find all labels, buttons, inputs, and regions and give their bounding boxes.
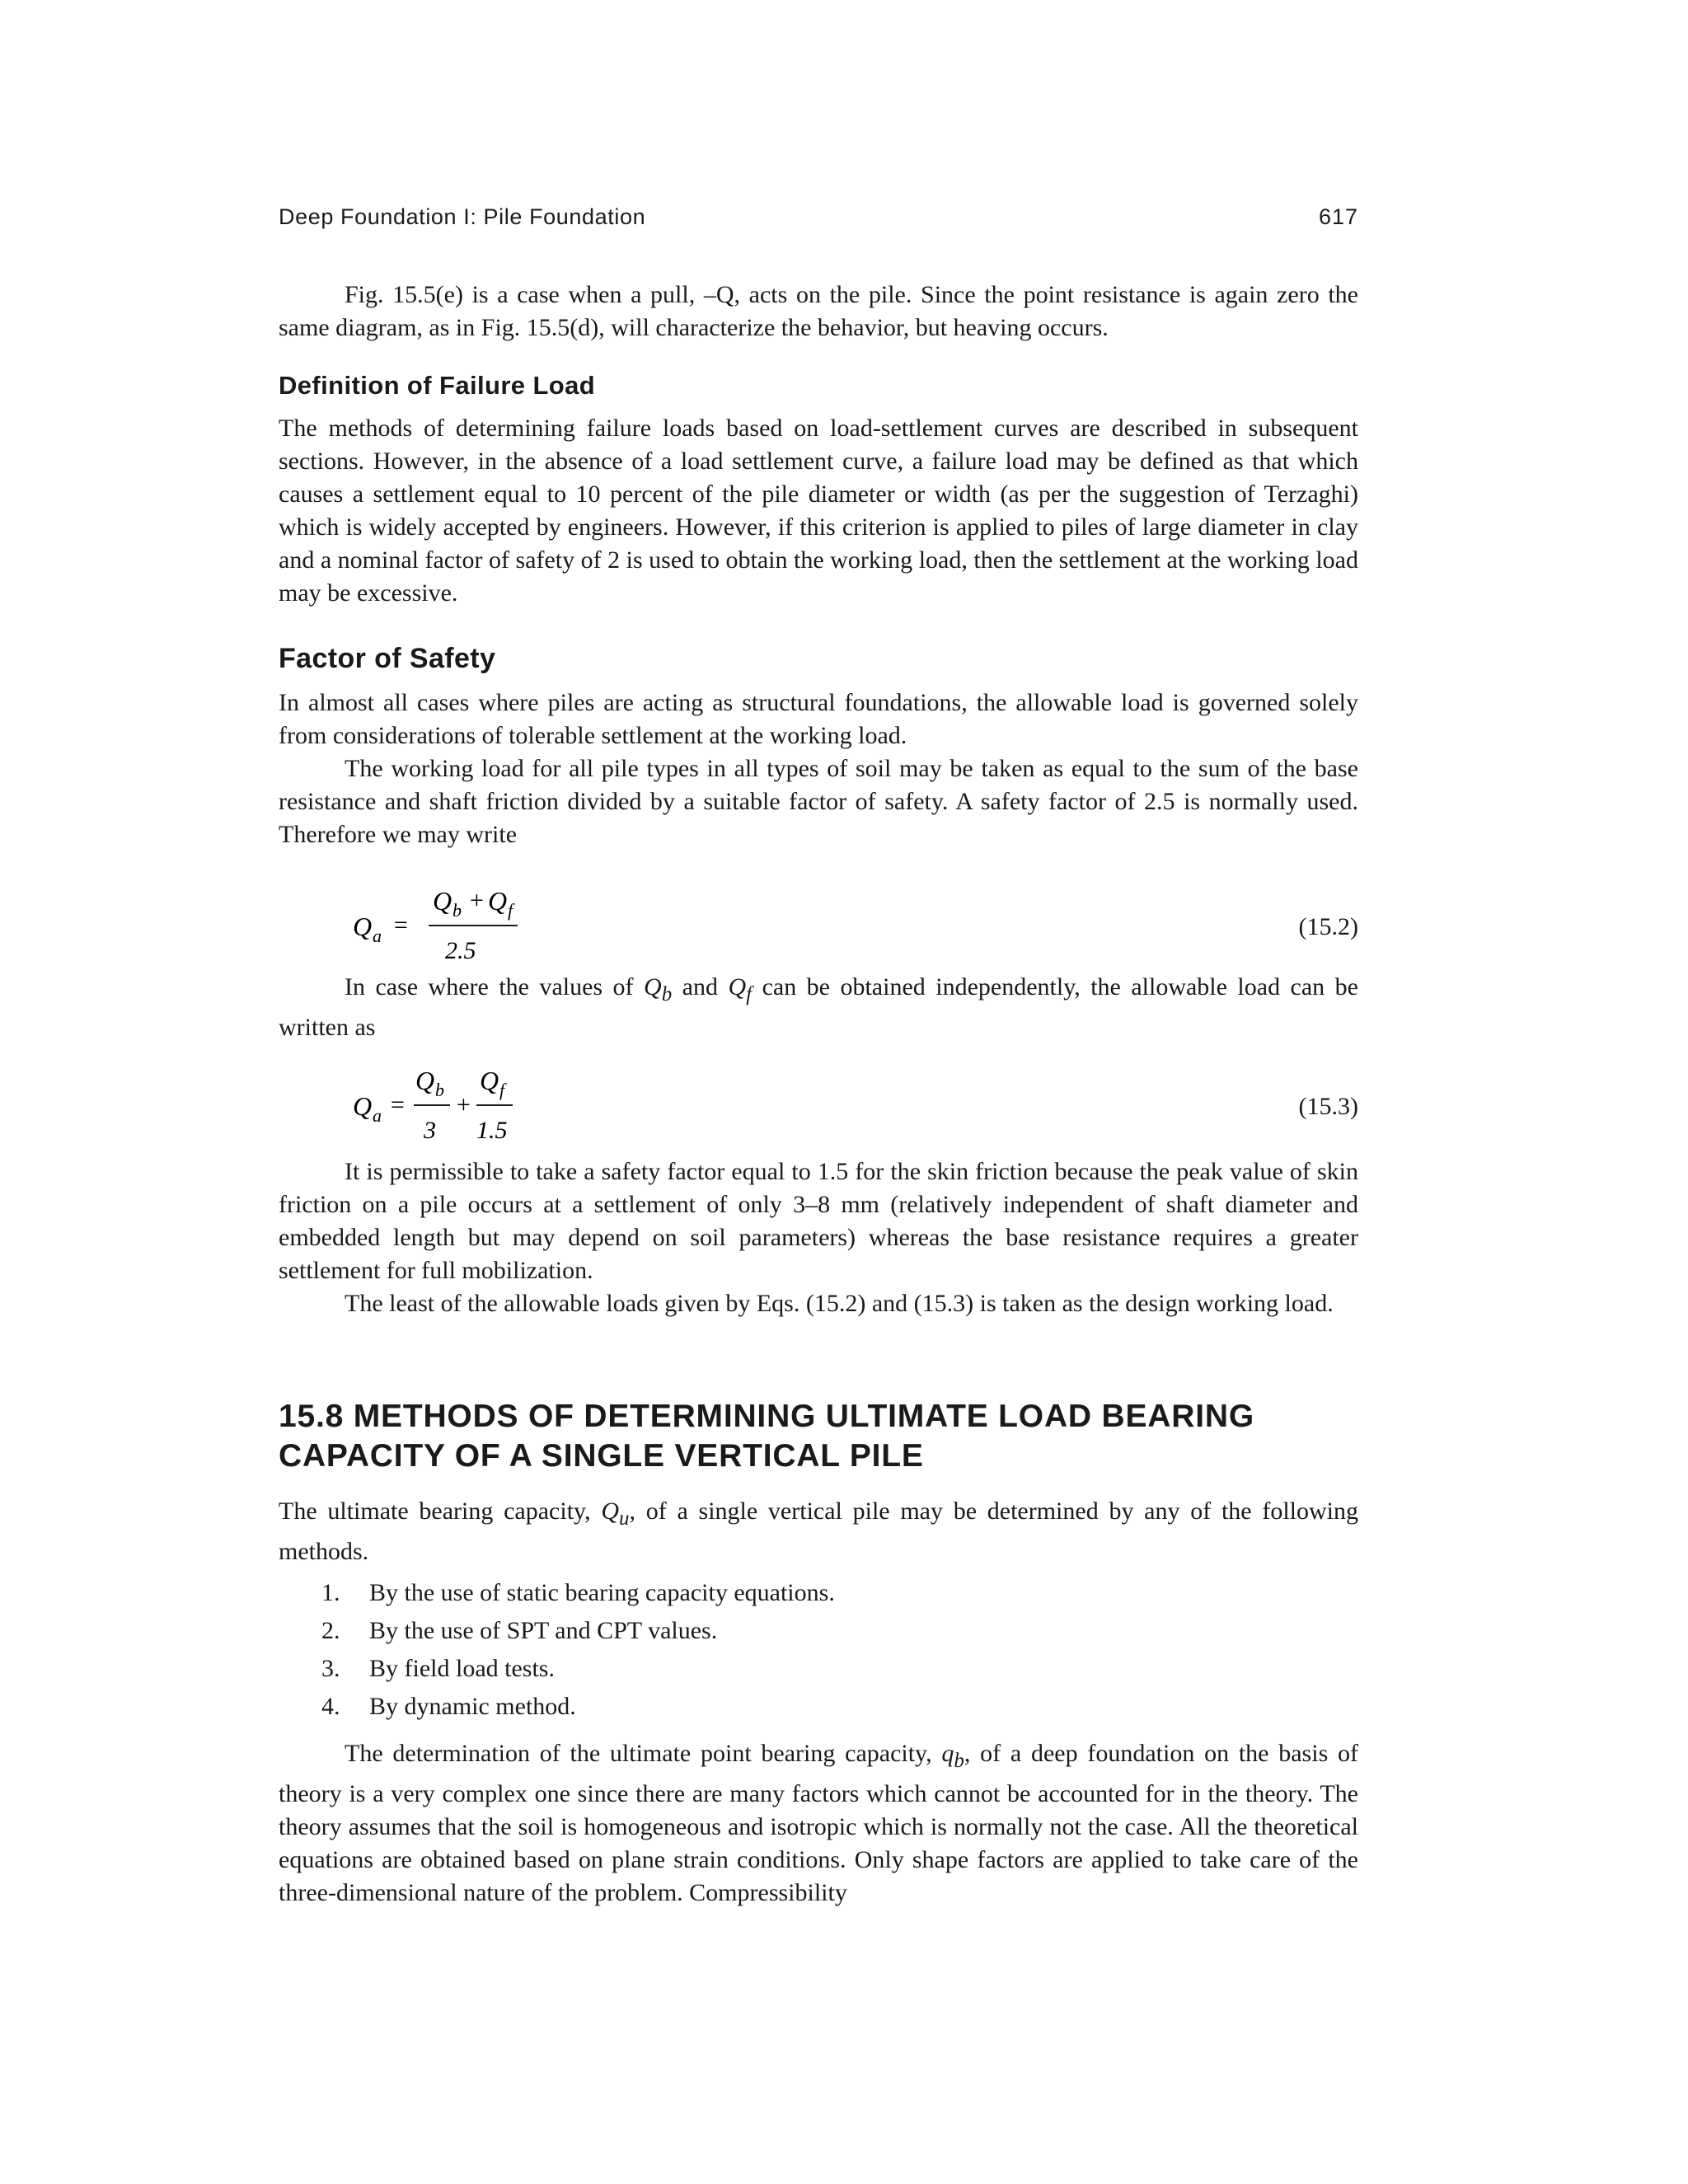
closing-paragraph bbox=[279, 1737, 1358, 1910]
eq2-num-sub2: f bbox=[508, 900, 513, 921]
safety-paragraph-2: The working load for all pile types in all types of soil may be taken as equal to the sum of the base resistance and shaft friction divided by a suitable factor of safety. A safety factor of 2.5 is normally used. Therefore we may write bbox=[279, 755, 1358, 848]
safety-paragraph-5: The least of the allowable loads given by Eqs. (15.2) and (15.3) is taken as the design working load. bbox=[345, 1290, 1334, 1317]
safety-block-1 bbox=[279, 687, 1358, 851]
intro-part-b: , of a single vertical pile may be determined by any of the following methods. bbox=[279, 1497, 1359, 1565]
intro-part-a: The ultimate bearing capacity, bbox=[279, 1497, 602, 1525]
intro-paragraph-block bbox=[279, 279, 1358, 344]
list-item-number: 1. bbox=[321, 1579, 340, 1606]
eq3-f1-den: 3 bbox=[424, 1117, 436, 1144]
equation-15-2-graphic bbox=[0, 880, 1688, 971]
eq2-denominator: 2.5 bbox=[445, 937, 476, 964]
equation-15-2 bbox=[0, 880, 1688, 971]
running-title: Deep Foundation I: Pile Foundation bbox=[279, 204, 646, 229]
list-item bbox=[321, 1574, 835, 1612]
eq2-number: (15.2) bbox=[1298, 913, 1358, 940]
equation-15-3 bbox=[0, 1060, 1688, 1151]
list-item-number: 4. bbox=[321, 1693, 340, 1720]
heading-factor-of-safety: Factor of Safety bbox=[279, 643, 496, 674]
list-item bbox=[321, 1612, 835, 1650]
p3-part-a: In case where the values of bbox=[345, 973, 645, 1001]
closing-block bbox=[279, 1737, 1358, 1910]
equation-15-3-graphic bbox=[0, 1060, 1688, 1151]
list-item-text: By dynamic method. bbox=[369, 1693, 576, 1720]
eq3-lhs-sub: a bbox=[373, 1105, 382, 1126]
eq2-lhs-sub: a bbox=[373, 926, 382, 946]
closing-part-b: , of a deep foundation on the basis of theory is a very complex one since there are many factors which cannot be accounted for in the theory. The theory assumes that the soil is homogeneous and isotropic which is normally not the case. All the theoretical equations are obtained based on plane strain conditions. Only shape factors are applied to take care of the three-dimensional nature of the problem. Compressibility bbox=[279, 1740, 1358, 1906]
eq3-lhs: Q bbox=[353, 1091, 373, 1121]
eq3-number: (15.3) bbox=[1298, 1093, 1358, 1120]
p3-and: and bbox=[672, 973, 729, 1001]
eq2-num-sub1: b bbox=[452, 900, 462, 921]
list-item-text: By field load tests. bbox=[369, 1655, 555, 1682]
list-item bbox=[321, 1688, 835, 1726]
eq2-eq-sign: = bbox=[392, 912, 410, 939]
closing-qb-sub: b bbox=[954, 1750, 964, 1772]
intro-paragraph: Fig. 15.5(e) is a case when a pull, –Q, acts on the pile. Since the point resistance is again zero the same diagram, as in Fig. 15.5(d), will characterize the behavior, but heaving occurs. bbox=[279, 281, 1358, 341]
failure-load-paragraph: The methods of determining failure loads based on load-settlement curves are described in subsequent sections. However, in the absence of a load settlement curve, a failure load may be defined as that which causes a settlement equal to 10 percent of the pile diameter or width (as per the suggestion of Terzaghi) which is widely accepted by engineers. However, if this criterion is applied to piles of large diameter in clay and a nominal factor of safety of 2 is used to obtain the working load, then the settlement at the working load may be excessive. bbox=[279, 415, 1358, 607]
eq3-f2-den: 1.5 bbox=[476, 1117, 508, 1144]
eq2-num-q1: Q bbox=[433, 886, 452, 916]
p3-qb-sub: b bbox=[661, 983, 673, 1005]
section-15-8-heading bbox=[279, 1397, 1367, 1476]
list-item-text: By the use of SPT and CPT values. bbox=[369, 1617, 718, 1644]
safety-block-3 bbox=[279, 1155, 1358, 1320]
eq3-f2-num-sub: f bbox=[499, 1080, 505, 1100]
eq3-f2-num: Q bbox=[480, 1066, 499, 1095]
heading-failure-load: Definition of Failure Load bbox=[279, 371, 596, 400]
eq2-plus: + bbox=[468, 887, 485, 914]
section-15-8-intro-block bbox=[279, 1495, 1358, 1568]
list-item-text: By the use of static bearing capacity equations. bbox=[369, 1579, 835, 1606]
eq3-f1-num: Q bbox=[415, 1066, 435, 1095]
p3-qf-sub: f bbox=[746, 983, 753, 1005]
running-header bbox=[279, 204, 1358, 230]
closing-qb: q bbox=[941, 1740, 954, 1767]
safety-paragraph-3 bbox=[279, 971, 1358, 1044]
list-item-number: 2. bbox=[321, 1617, 340, 1644]
list-item bbox=[321, 1650, 835, 1688]
closing-part-a: The determination of the ultimate point bearing capacity, bbox=[345, 1740, 942, 1767]
p3-qb: Q bbox=[644, 973, 662, 1001]
p3-qf: Q bbox=[728, 973, 747, 1001]
safety-paragraph-1: In almost all cases where piles are acting as structural foundations, the allowable load is governed solely from considerations of tolerable settlement at the working load. bbox=[279, 689, 1358, 749]
p3-part-b: can be obtained independently, the allowable load can be written as bbox=[279, 973, 1358, 1041]
eq3-plus: + bbox=[455, 1091, 472, 1118]
failure-load-block bbox=[279, 412, 1358, 610]
section-15-8-intro bbox=[279, 1495, 1358, 1568]
eq3-f1-num-sub: b bbox=[435, 1080, 444, 1100]
methods-list bbox=[321, 1574, 835, 1726]
eq2-lhs: Q bbox=[353, 912, 373, 941]
page-number: 617 bbox=[1318, 204, 1358, 229]
safety-paragraph-4: It is permissible to take a safety factor equal to 1.5 for the skin friction because the peak value of skin friction on a pile occurs at a settlement of only 3–8 mm (relatively independent of shaft diameter and embedded length but may depend on soil parameters) whereas the base resistance requires a greater settlement for full mobilization. bbox=[279, 1158, 1358, 1284]
eq2-num-q2: Q bbox=[488, 886, 508, 916]
section-15-8-heading-line-2: CAPACITY OF A SINGLE VERTICAL PILE bbox=[279, 1438, 924, 1474]
intro-qu: Q bbox=[601, 1497, 620, 1525]
list-item-number: 3. bbox=[321, 1655, 340, 1682]
section-15-8-heading-line-1: 15.8 METHODS OF DETERMINING ULTIMATE LOAD BEARING bbox=[279, 1399, 1254, 1434]
intro-qu-sub: u bbox=[619, 1507, 630, 1530]
safety-block-2 bbox=[279, 971, 1358, 1044]
eq3-eq-sign: = bbox=[389, 1091, 406, 1118]
